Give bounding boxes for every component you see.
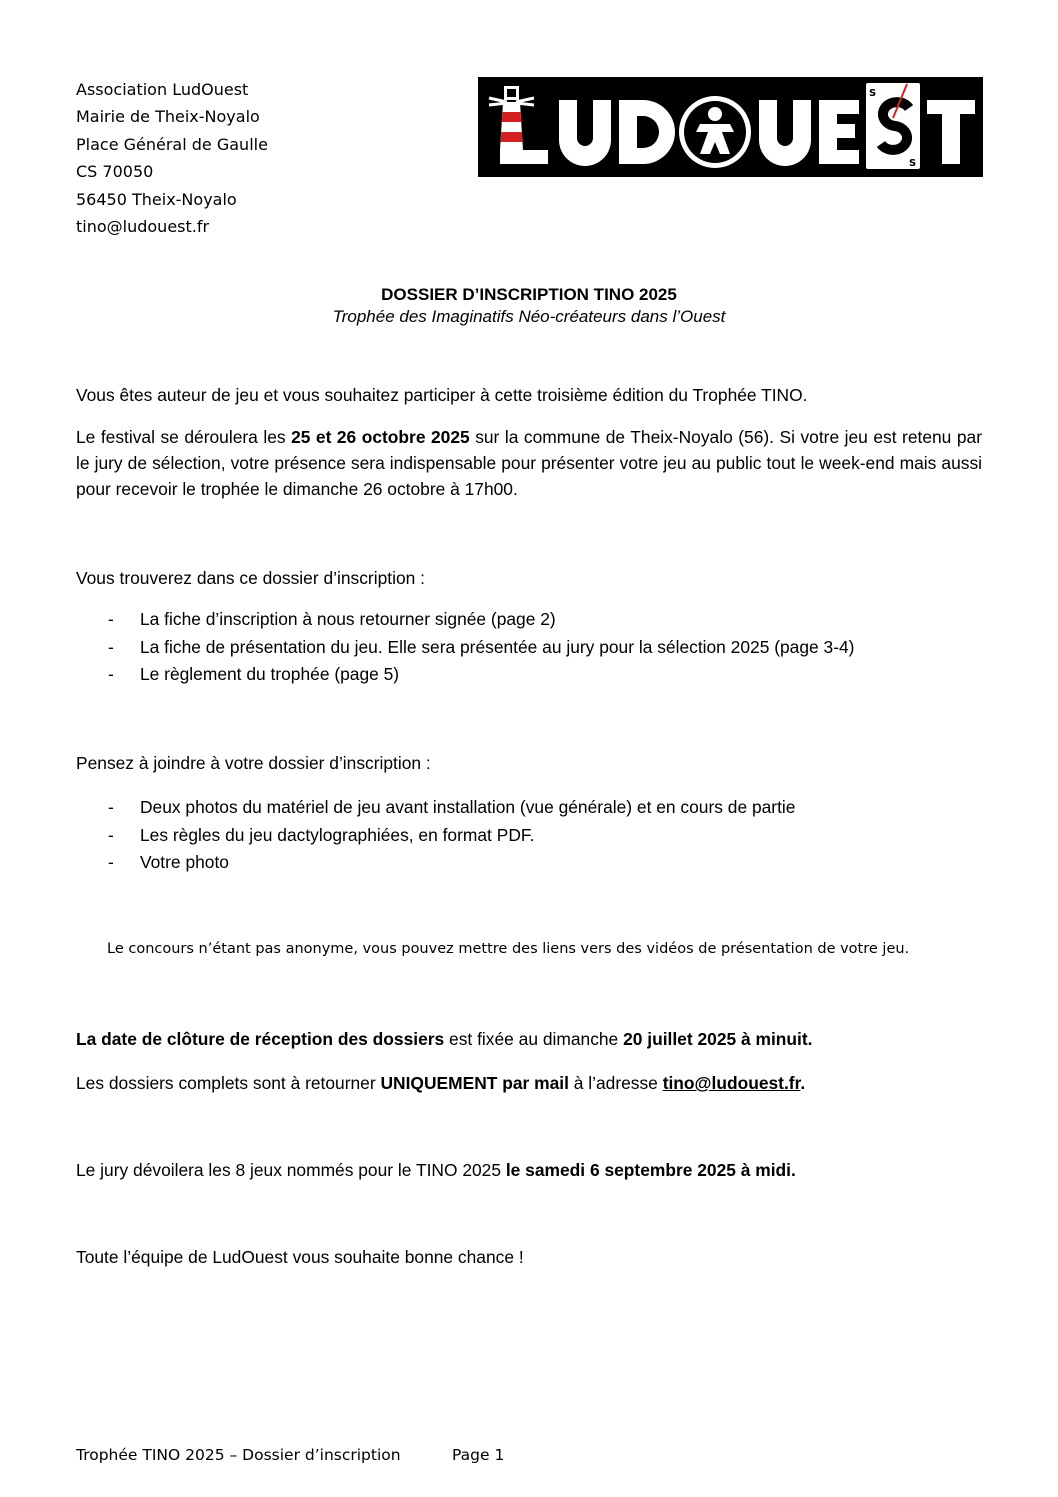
list-item-text: Les règles du jeu dactylographiées, en format PDF. — [140, 824, 535, 845]
send-end: . — [800, 1073, 806, 1093]
jury-date: le samedi 6 septembre 2025 à midi. — [505, 1160, 796, 1180]
address-line: 56450 Theix-Noyalo — [76, 189, 237, 209]
list-item-text: Deux photos du matériel de jeu avant installation (vue générale) et en cours de partie — [140, 797, 796, 817]
list-item — [76, 849, 982, 877]
contact-email-link[interactable]: tino@ludouest.fr — [662, 1073, 801, 1093]
list-item-text: La fiche de présentation du jeu. Elle sera présentée au jury pour la sélection 2025 (page 3-4) — [140, 636, 855, 657]
jury-announcement — [76, 1157, 982, 1183]
ludouest-logo-graphic — [479, 78, 981, 175]
list-item — [76, 634, 982, 662]
contents-intro: Vous trouverez dans ce dossier d’inscription : — [76, 568, 425, 588]
card-s-icon — [865, 82, 921, 170]
list-item-text: Votre photo — [140, 852, 229, 872]
address-line: Mairie de Theix-Noyalo — [76, 107, 260, 127]
list-dash: - — [108, 664, 114, 684]
list-item-text: La fiche d’inscription à nous retourner signée (page 2) — [140, 609, 556, 629]
attachments-list — [76, 794, 982, 877]
send-instructions — [76, 1070, 982, 1096]
festival-paragraph — [76, 424, 982, 502]
list-dash: - — [108, 609, 114, 629]
send-method: UNIQUEMENT par mail — [380, 1073, 569, 1093]
list-item — [76, 794, 982, 822]
address-line: CS 70050 — [76, 162, 154, 182]
festival-text-before: Le festival se déroulera les — [76, 427, 292, 447]
svg-text:S: S — [869, 88, 877, 99]
festival-text-after: sur la commune de Theix-Noyalo (56). Si votre jeu est retenu par le jury de sélection, votre présence sera indispensable pour présenter votre jeu au public tout le week-end mais aussi pour recevoir le trophée le dimanche 26 octobre à 17h00. — [76, 427, 982, 499]
intro-paragraph: Vous êtes auteur de jeu et vous souhaitez participer à cette troisième édition du Trophée TINO. — [76, 385, 808, 405]
address-line: Association LudOuest — [76, 80, 249, 99]
closing-date-paragraph — [76, 1026, 982, 1052]
list-dash: - — [108, 797, 114, 817]
sender-address — [76, 76, 268, 240]
send-before: Les dossiers complets sont à retourner — [76, 1073, 381, 1093]
attachments-intro: Pensez à joindre à votre dossier d’inscription : — [76, 753, 431, 773]
closing-mid: est fixée au dimanche — [444, 1029, 624, 1049]
send-mid: à l’adresse — [568, 1073, 663, 1093]
list-dash: - — [108, 824, 114, 845]
list-item — [76, 606, 982, 634]
page-footer — [76, 1446, 505, 1464]
footer-title: Trophée TINO 2025 – Dossier d’inscription — [76, 1446, 401, 1464]
ludouest-logo — [478, 77, 983, 177]
list-dash: - — [108, 852, 114, 872]
jury-before: Le jury dévoilera les 8 jeux nommés pour le TINO 2025 — [76, 1160, 506, 1180]
list-dash: - — [108, 636, 114, 657]
list-item — [76, 661, 982, 689]
svg-text:S: S — [909, 158, 917, 169]
contents-list — [76, 606, 982, 689]
closing-label: La date de clôture de réception des dossiers — [76, 1029, 445, 1049]
page-number: Page 1 — [452, 1446, 505, 1464]
address-line: Place Général de Gaulle — [76, 134, 268, 154]
list-item — [76, 822, 982, 850]
video-links-note: Le concours n’étant pas anonyme, vous pouvez mettre des liens vers des vidéos de présentation de votre jeu. — [107, 941, 910, 957]
list-item-text: Le règlement du trophée (page 5) — [140, 664, 400, 684]
document-title: DOSSIER D’INSCRIPTION TINO 2025 — [381, 285, 677, 304]
closing-date: 20 juillet 2025 à minuit. — [623, 1029, 813, 1049]
address-email: tino@ludouest.fr — [76, 217, 210, 237]
good-luck-message: Toute l’équipe de LudOuest vous souhaite bonne chance ! — [76, 1247, 524, 1267]
festival-dates: 25 et 26 octobre 2025 — [291, 427, 470, 447]
document-subtitle: Trophée des Imaginatifs Néo-créateurs dans l’Ouest — [332, 307, 726, 326]
